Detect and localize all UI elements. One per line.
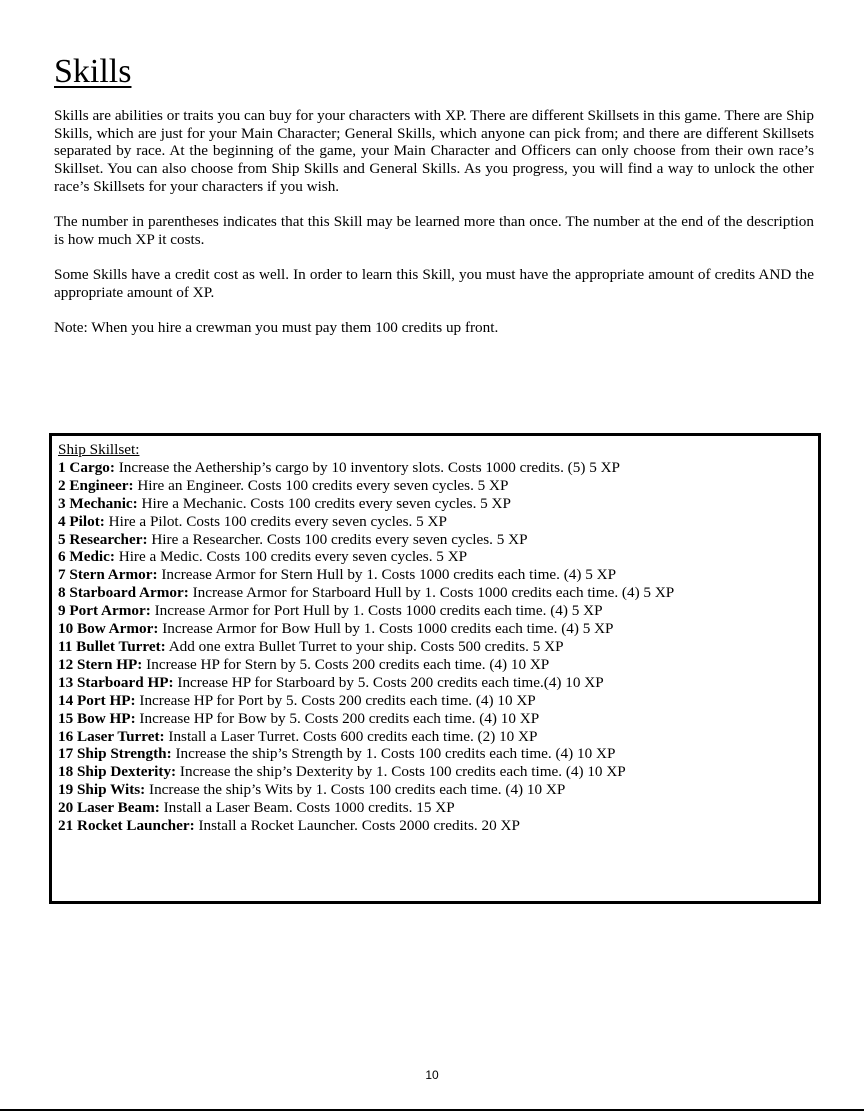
skill-name: 16 Laser Turret:	[58, 727, 165, 745]
skill-item	[58, 692, 818, 710]
skill-description: Increase HP for Starboard by 5. Costs 200 credits each time.(4) 10 XP	[173, 673, 604, 691]
skill-item	[58, 620, 818, 638]
skill-item	[58, 656, 818, 674]
skill-description: Hire a Pilot. Costs 100 credits every seven cycles. 5 XP	[104, 512, 447, 530]
skill-item	[58, 566, 818, 584]
page-number: 10	[425, 1068, 439, 1082]
skill-name: 6 Medic:	[58, 548, 115, 566]
skill-description: Increase Armor for Starboard Hull by 1. Costs 1000 credits each time. (4) 5 XP	[188, 584, 675, 602]
skill-description: Hire a Mechanic. Costs 100 credits every seven cycles. 5 XP	[137, 494, 511, 512]
skillset-heading: Ship Skillset:	[58, 441, 140, 458]
intro-paragraph-note: Note: When you hire a crewman you must pay them 100 credits up front.	[54, 318, 499, 336]
intro-text	[54, 107, 814, 354]
skill-name: 19 Ship Wits:	[58, 781, 146, 799]
skill-name: 5 Researcher:	[58, 530, 148, 548]
skill-name: 20 Laser Beam:	[58, 799, 160, 817]
skill-item	[58, 674, 818, 692]
skill-description: Hire a Researcher. Costs 100 credits every seven cycles. 5 XP	[147, 530, 528, 548]
skill-description: Install a Laser Beam. Costs 1000 credits. 15 XP	[159, 799, 455, 817]
skill-description: Install a Laser Turret. Costs 600 credits each time. (2) 10 XP	[164, 727, 538, 745]
skill-item	[58, 728, 818, 746]
skill-item	[58, 817, 818, 835]
skill-name: 3 Mechanic:	[58, 494, 138, 512]
skill-description: Increase HP for Bow by 5. Costs 200 credits each time. (4) 10 XP	[135, 709, 540, 727]
skill-item	[58, 548, 818, 566]
skill-item	[58, 477, 818, 495]
skill-description: Increase Armor for Port Hull by 1. Costs 1000 credits each time. (4) 5 XP	[150, 602, 603, 620]
skill-item	[58, 781, 818, 799]
skill-description: Increase the Aethership’s cargo by 10 inventory slots. Costs 1000 credits. (5) 5 XP	[114, 458, 620, 476]
skill-name: 13 Starboard HP:	[58, 673, 174, 691]
intro-paragraph-credits: Some Skills have a credit cost as well. In order to learn this Skill, you must have the appropriate amount of credits AND the appropriate amount of XP.	[54, 265, 814, 301]
skill-description: Hire an Engineer. Costs 100 credits every seven cycles. 5 XP	[133, 476, 509, 494]
skill-description: Add one extra Bullet Turret to your ship. Costs 500 credits. 5 XP	[165, 637, 564, 655]
skill-description: Increase HP for Port by 5. Costs 200 credits each time. (4) 10 XP	[135, 691, 536, 709]
skill-item	[58, 584, 818, 602]
skill-name: 4 Pilot:	[58, 512, 105, 530]
skill-description: Increase the ship’s Dexterity by 1. Costs 100 credits each time. (4) 10 XP	[176, 763, 626, 781]
skill-description: Increase the ship’s Wits by 1. Costs 100 credits each time. (4) 10 XP	[145, 781, 566, 799]
skill-item	[58, 638, 818, 656]
skill-item	[58, 602, 818, 620]
skill-name: 9 Port Armor:	[58, 602, 151, 620]
skill-item	[58, 531, 818, 549]
skill-name: 1 Cargo:	[58, 458, 115, 476]
skill-item	[58, 495, 818, 513]
footer-rule	[0, 1109, 864, 1111]
skill-name: 10 Bow Armor:	[58, 620, 159, 638]
intro-paragraph-parentheses: The number in parentheses indicates that this Skill may be learned more than once. The number at the end of the description is how much XP it costs.	[54, 213, 814, 248]
skill-description: Increase Armor for Bow Hull by 1. Costs 1000 credits each time. (4) 5 XP	[158, 620, 614, 638]
skill-name: 12 Stern HP:	[58, 655, 143, 673]
page-title: Skills	[54, 53, 132, 90]
skill-name: 8 Starboard Armor:	[58, 584, 189, 602]
skill-description: Increase Armor for Stern Hull by 1. Costs 1000 credits each time. (4) 5 XP	[157, 566, 617, 584]
skill-item	[58, 459, 818, 477]
ship-skillset-box	[49, 433, 821, 904]
skill-item	[58, 763, 818, 781]
skill-name: 14 Port HP:	[58, 691, 136, 709]
skill-item	[58, 799, 818, 817]
skill-description: Increase the ship’s Strength by 1. Costs 100 credits each time. (4) 10 XP	[171, 745, 616, 763]
skill-name: 2 Engineer:	[58, 476, 134, 494]
skill-description: Increase HP for Stern by 5. Costs 200 credits each time. (4) 10 XP	[142, 655, 550, 673]
skill-name: 15 Bow HP:	[58, 709, 136, 727]
skill-description: Hire a Medic. Costs 100 credits every seven cycles. 5 XP	[114, 548, 468, 566]
skill-item	[58, 710, 818, 728]
skill-name: 11 Bullet Turret:	[58, 637, 166, 655]
skill-name: 21 Rocket Launcher:	[58, 817, 195, 835]
intro-paragraph-skills: Skills are abilities or traits you can buy for your characters with XP. There are different Skillsets in this game. There are Ship Skills, which are just for your Main Character; General Skills, which anyone can pick from; and there are different Skillsets separated by race. At the beginning of the game, your Main Character and Officers can only choose from their own race’s Skillset. You can also choose from Ship Skills and General Skills. As you progress, you will find a way to unlock the other race’s Skillsets for your characters if you wish.	[54, 107, 814, 195]
skill-item	[58, 513, 818, 531]
skill-item	[58, 745, 818, 763]
skill-list	[58, 459, 818, 835]
skill-name: 18 Ship Dexterity:	[58, 763, 177, 781]
skill-name: 7 Stern Armor:	[58, 566, 158, 584]
skill-name: 17 Ship Strength:	[58, 745, 172, 763]
skill-description: Install a Rocket Launcher. Costs 2000 credits. 20 XP	[194, 817, 520, 835]
